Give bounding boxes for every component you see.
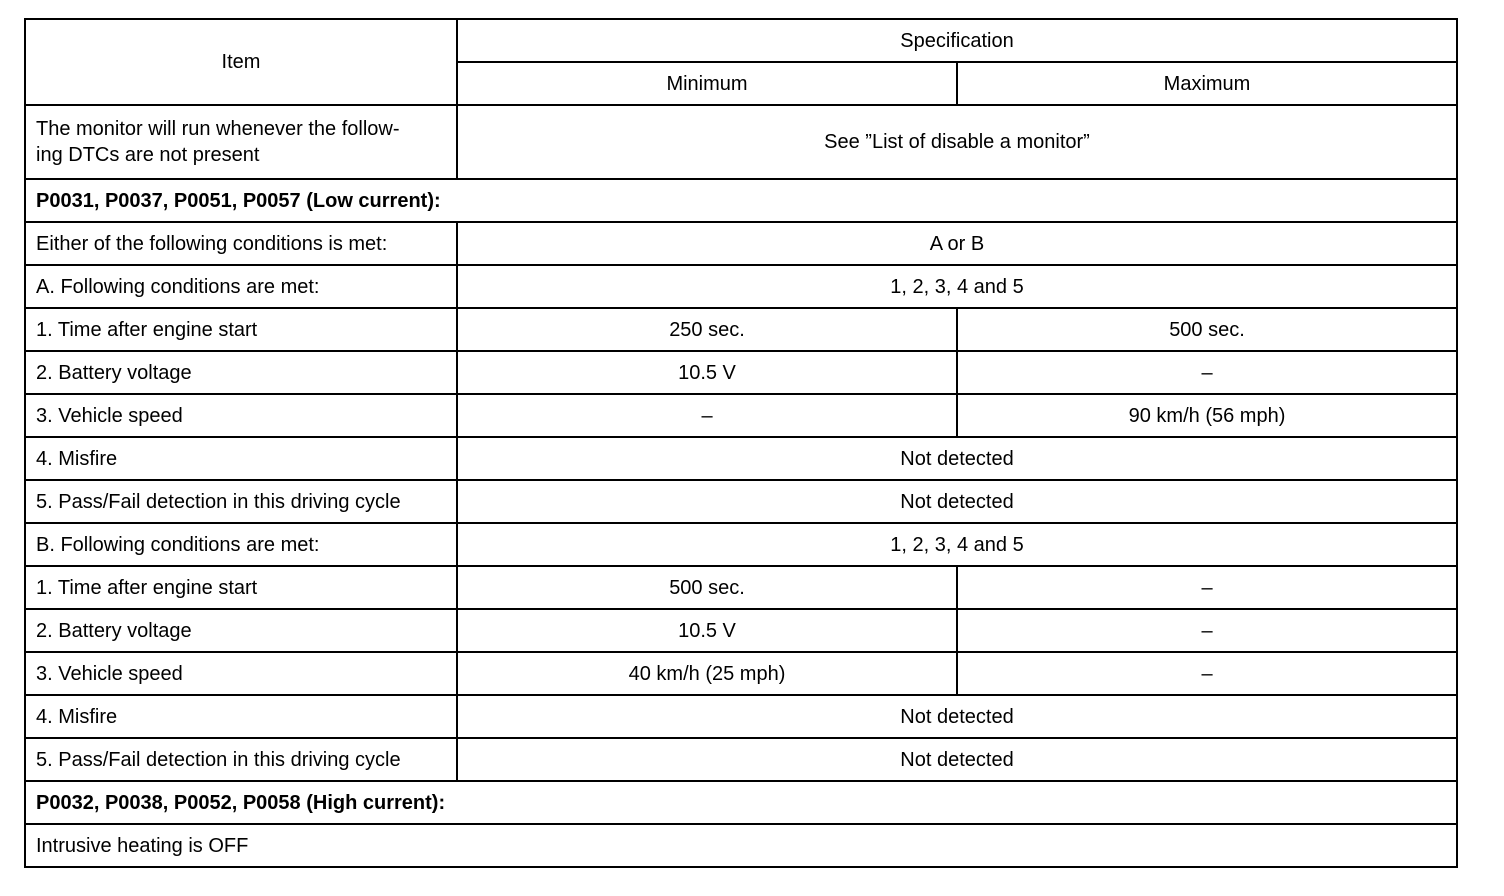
row-item: 3. Vehicle speed [25, 652, 457, 695]
table-row [25, 308, 1457, 351]
row-spec: Not detected [457, 437, 1457, 480]
row-max: – [957, 652, 1457, 695]
group-a-item: A. Following conditions are met: [25, 265, 457, 308]
table-row [25, 652, 1457, 695]
row-spec: Not detected [457, 480, 1457, 523]
table-row [25, 437, 1457, 480]
row-min: 10.5 V [457, 609, 957, 652]
row-spec: Not detected [457, 695, 1457, 738]
header-maximum: Maximum [957, 62, 1457, 105]
row-item: 4. Misfire [25, 695, 457, 738]
row-max: – [957, 609, 1457, 652]
intro-item [25, 105, 457, 179]
row-min: 250 sec. [457, 308, 957, 351]
intro-item-line2: ing DTCs are not present [36, 144, 260, 166]
row-item: 3. Vehicle speed [25, 394, 457, 437]
row-item: 1. Time after engine start [25, 308, 457, 351]
row-item: 5. Pass/Fail detection in this driving cycle [25, 738, 457, 781]
table-row [25, 566, 1457, 609]
row-item: 2. Battery voltage [25, 609, 457, 652]
row-min: 500 sec. [457, 566, 957, 609]
header-row-1 [25, 19, 1457, 62]
group-b-spec: 1, 2, 3, 4 and 5 [457, 523, 1457, 566]
row-min: 10.5 V [457, 351, 957, 394]
row-max: – [957, 566, 1457, 609]
row-item: 2. Battery voltage [25, 351, 457, 394]
group-a-spec: 1, 2, 3, 4 and 5 [457, 265, 1457, 308]
row-item: 1. Time after engine start [25, 566, 457, 609]
row-min: 40 km/h (25 mph) [457, 652, 957, 695]
table-row [25, 351, 1457, 394]
section-low-row [25, 179, 1457, 222]
section-high-title: P0032, P0038, P0052, P0058 (High current): [25, 781, 1457, 824]
group-b-item: B. Following conditions are met: [25, 523, 457, 566]
header-minimum: Minimum [457, 62, 957, 105]
row-max: 500 sec. [957, 308, 1457, 351]
section-high-row [25, 781, 1457, 824]
intrusive-item: Intrusive heating is OFF [25, 824, 1457, 867]
header-specification: Specification [457, 19, 1457, 62]
group-a-row [25, 265, 1457, 308]
section-low-title: P0031, P0037, P0051, P0057 (Low current): [25, 179, 1457, 222]
table-row [25, 480, 1457, 523]
row-item: 4. Misfire [25, 437, 457, 480]
intro-spec: See ”List of disable a monitor” [457, 105, 1457, 179]
either-row [25, 222, 1457, 265]
row-max: 90 km/h (56 mph) [957, 394, 1457, 437]
row-max: – [957, 351, 1457, 394]
row-item: 5. Pass/Fail detection in this driving cycle [25, 480, 457, 523]
group-b-row [25, 523, 1457, 566]
intro-row [25, 105, 1457, 179]
either-item: Either of the following conditions is met: [25, 222, 457, 265]
table-row [25, 695, 1457, 738]
row-min: – [457, 394, 957, 437]
table-row [25, 609, 1457, 652]
intrusive-row [25, 824, 1457, 867]
either-spec: A or B [457, 222, 1457, 265]
table-row [25, 394, 1457, 437]
intro-item-line1: The monitor will run whenever the follow- [36, 118, 400, 140]
table-row [25, 738, 1457, 781]
specification-table [24, 18, 1458, 868]
header-item: Item [25, 19, 457, 105]
row-spec: Not detected [457, 738, 1457, 781]
